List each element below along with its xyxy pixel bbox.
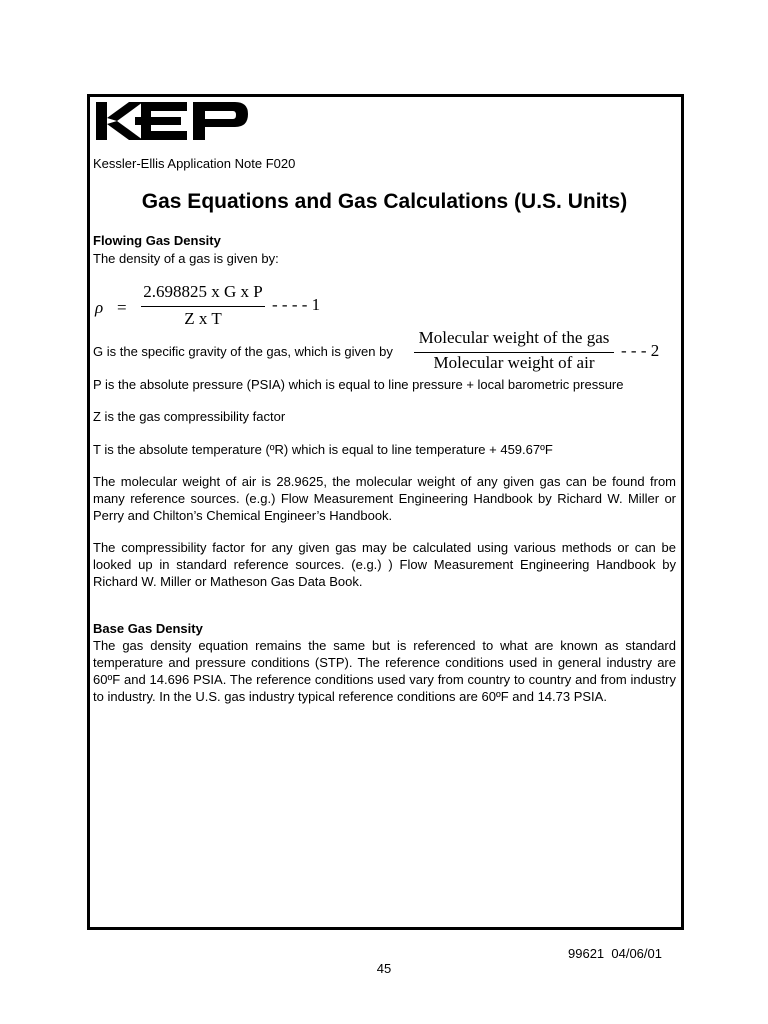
z-definition: Z is the gas compressibility factor [93, 409, 286, 424]
eq2-numerator: Molecular weight of the gas [418, 328, 610, 347]
page-number: 45 [376, 961, 392, 976]
density-equation [93, 282, 393, 332]
t-definition: T is the absolute temperature (ºR) which is equal to line temperature + 459.67ºF [93, 442, 553, 457]
eq1-reference: - - - - 1 [272, 295, 321, 314]
molecular-weight-paragraph: The molecular weight of air is 28.9625, the molecular weight of any given gas can be found from many reference sources. (e.g.) Flow Measurement Engineering Handbook by Richard W. Miller or Perry and Chilton’s Chemical Engineer’s Handbook. [93, 474, 676, 523]
page-title: Gas Equations and Gas Calculations (U.S. Units) [141, 190, 628, 213]
eq1-numerator: 2.698825 x G x P [143, 282, 263, 301]
specific-gravity-equation [414, 328, 674, 376]
p-definition: P is the absolute pressure (PSIA) which is equal to line pressure + local barometric pressure [93, 377, 624, 392]
eq1-fraction-bar [141, 306, 265, 307]
document-code: 99621 04/06/01 [568, 946, 662, 961]
section-heading-flowing: Flowing Gas Density [93, 233, 221, 248]
base-density-paragraph: The gas density equation remains the same but is referenced to what are known as standard temperature and pressure conditions (STP). The reference conditions used in general industry are 60ºF and 14.696 PSIA. The reference conditions used vary from country to country and from industry to industry. In the U.S. gas industry typical reference conditions are 60ºF and 14.73 PSIA. [93, 638, 676, 704]
eq2-denominator: Molecular weight of air [433, 353, 595, 372]
section-heading-base: Base Gas Density [93, 621, 203, 636]
kep-logo [95, 100, 249, 142]
application-note-label: Kessler-Ellis Application Note F020 [93, 156, 296, 171]
eq1-denominator: Z x T [184, 309, 222, 328]
rho-symbol: ρ [95, 298, 104, 317]
compressibility-paragraph: The compressibility factor for any given gas may be calculated using various methods or can be looked up in standard reference sources. (e.g.) ) Flow Measurement Engineering Handbook by Richard W. Miller or Matheson Gas Data Book. [93, 540, 676, 589]
density-intro: The density of a gas is given by: [93, 251, 279, 266]
g-definition: G is the specific gravity of the gas, which is given by [93, 344, 393, 359]
eq2-reference: - - - 2 [621, 341, 660, 360]
equals-sign: = [117, 298, 127, 317]
